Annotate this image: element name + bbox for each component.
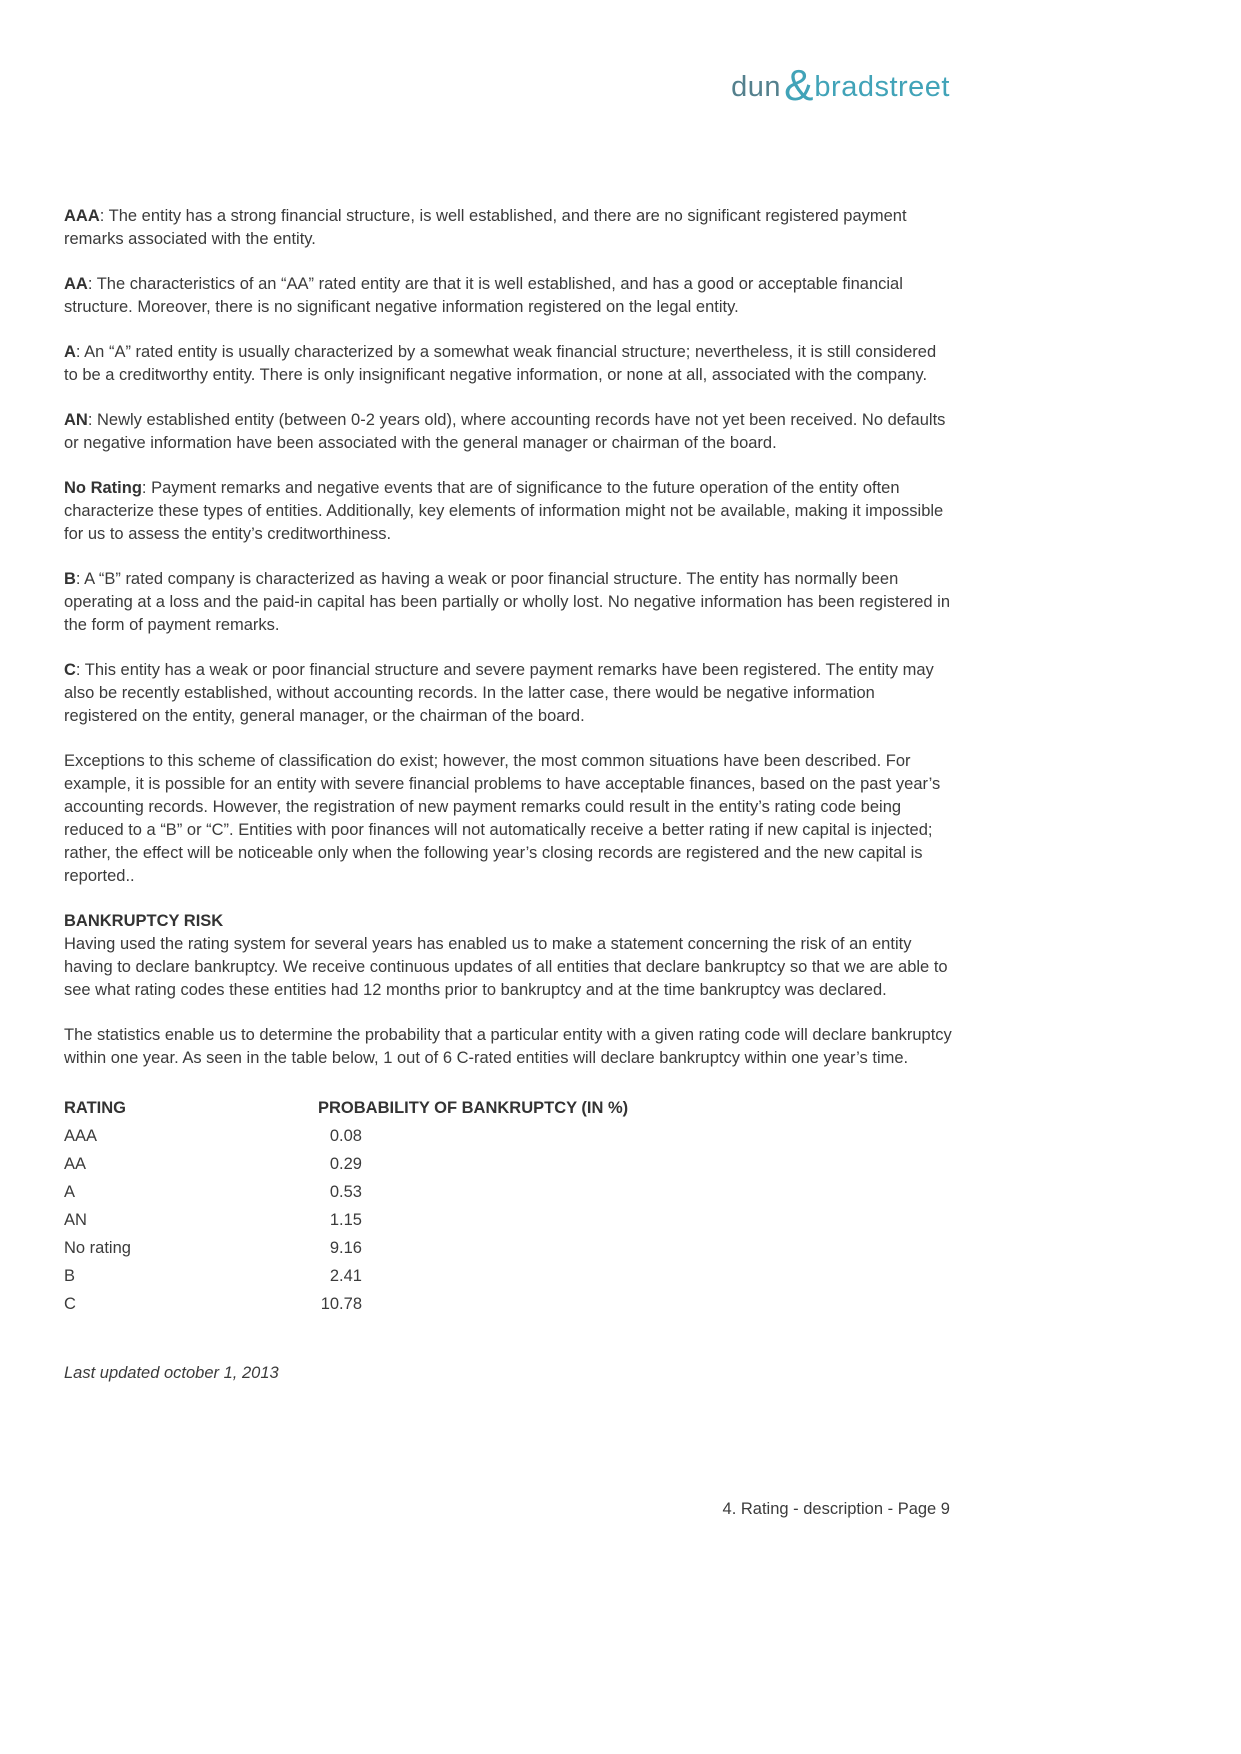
logo-ampersand-icon: & [784, 61, 814, 110]
page-content [64, 205, 952, 1385]
bankruptcy-probability-table [64, 1094, 952, 1318]
rating-description: : This entity has a weak or poor financial structure and severe payment remarks have been registered. The entity may also be recently established, without accounting records. In the latter case, there would be negative information registered on the entity, general manager, or the chairman of the board. [64, 661, 934, 725]
dun-bradstreet-logo [731, 61, 950, 110]
rating-paragraph-no-rating [64, 477, 952, 546]
rating-paragraph-c [64, 659, 952, 728]
rating-paragraph-a [64, 341, 952, 387]
rating-code-label: A [64, 343, 76, 361]
table-cell-probability: 0.29 [329, 1155, 362, 1173]
page-footer: 4. Rating - description - Page 9 [722, 1500, 950, 1518]
rating-description: : Newly established entity (between 0-2 years old), where accounting records have not yet been received. No defaults or negative information have been associated with the general manager or chairman of the board. [64, 411, 946, 452]
rating-description: : An “A” rated entity is usually characterized by a somewhat weak financial structure; nevertheless, it is still considered to be a creditworthy entity. There is only insignificant negative information, or none at all, associated with the company. [64, 343, 937, 384]
rating-code-label: No Rating [64, 479, 142, 497]
rating-paragraph-aaa [64, 205, 952, 251]
rating-code-label: AA [64, 275, 88, 293]
table-cell-probability: 1.15 [329, 1211, 362, 1229]
table-header-row [64, 1094, 952, 1122]
table-row [64, 1234, 952, 1262]
table-header-probability: PROBABILITY OF BANKRUPTCY (IN %) [318, 1099, 629, 1117]
rating-description: : Payment remarks and negative events that are of significance to the future operation of the entity often characterize these types of entities. Additionally, key elements of information might not be available, making it impossible for us to assess the entity’s creditworthiness. [64, 479, 944, 543]
table-row [64, 1290, 952, 1318]
last-updated-note: Last updated october 1, 2013 [64, 1364, 279, 1382]
table-cell-probability: 0.08 [329, 1127, 362, 1145]
rating-code-label: B [64, 570, 76, 588]
rating-description: : A “B” rated company is characterized as having a weak or poor financial structure. The entity has normally been operating at a loss and the paid-in capital has been partially or wholly lost. No negative information has been registered in the form of payment remarks. [64, 570, 951, 634]
table-cell-rating: AAA [64, 1127, 98, 1145]
table-row [64, 1262, 952, 1290]
rating-code-label: C [64, 661, 76, 679]
rating-paragraph-an [64, 409, 952, 455]
bankruptcy-risk-heading: BANKRUPTCY RISK [64, 912, 224, 930]
table-cell-rating: C [64, 1295, 76, 1313]
table-cell-probability: 10.78 [320, 1295, 362, 1313]
table-cell-probability: 2.41 [329, 1267, 362, 1285]
exceptions-paragraph [64, 750, 952, 888]
table-row [64, 1206, 952, 1234]
rating-paragraph-b [64, 568, 952, 637]
bankruptcy-paragraph-2: The statistics enable us to determine the probability that a particular entity with a given rating code will declare bankruptcy within one year. As seen in the table below, 1 out of 6 C-rated entities will declare bankruptcy within one year’s time. [64, 1026, 952, 1067]
rating-code-label: AN [64, 411, 88, 429]
table-header-rating: RATING [64, 1099, 127, 1117]
logo-text-dun: dun [731, 71, 782, 103]
table-cell-rating: No rating [64, 1239, 131, 1257]
exceptions-text: Exceptions to this scheme of classification do exist; however, the most common situations have been described. For example, it is possible for an entity with severe financial problems to have acceptable finances, based on the past year’s accounting records. However, the registration of new payment remarks could result in the entity’s rating code being reduced to a “B” or “C”. Entities with poor finances will not automatically receive a better rating if new capital is injected; rather, the effect will be noticeable only when the following year’s closing records are registered and the new capital is reported.. [64, 752, 941, 885]
table-row [64, 1178, 952, 1206]
bankruptcy-paragraph-1: Having used the rating system for several years has enabled us to make a statement concerning the risk of an entity having to declare bankruptcy. We receive continuous updates of all entities that declare bankruptcy so that we are able to see what rating codes these entities had 12 months prior to bankruptcy and at the time bankruptcy was declared. [64, 935, 948, 999]
rating-paragraph-aa [64, 273, 952, 319]
logo-text-bradstreet: bradstreet [814, 71, 950, 103]
table-cell-rating: AN [64, 1211, 87, 1229]
rating-description: : The entity has a strong financial structure, is well established, and there are no significant registered payment remarks associated with the entity. [64, 207, 907, 248]
table-row [64, 1150, 952, 1178]
table-row [64, 1122, 952, 1150]
table-cell-rating: AA [64, 1155, 87, 1173]
table-cell-probability: 9.16 [329, 1239, 362, 1257]
table-cell-probability: 0.53 [329, 1183, 362, 1201]
rating-description: : The characteristics of an “AA” rated entity are that it is well established, and has a good or acceptable financial structure. Moreover, there is no significant negative information registered on the legal entity. [64, 275, 903, 316]
table-cell-rating: A [64, 1183, 76, 1201]
table-cell-rating: B [64, 1267, 76, 1285]
rating-code-label: AAA [64, 207, 100, 225]
